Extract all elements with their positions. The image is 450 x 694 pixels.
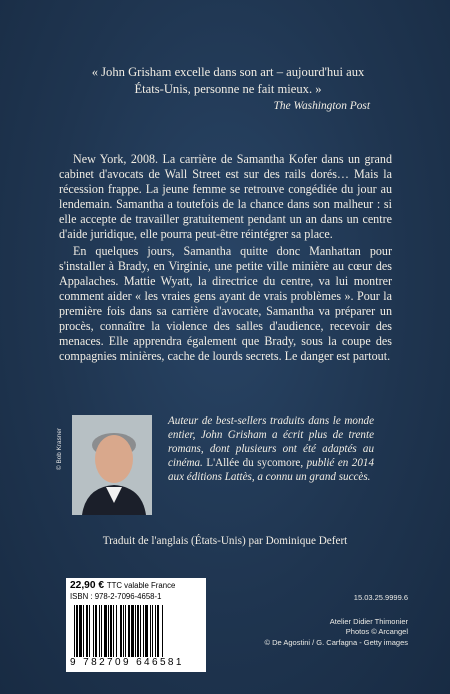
barcode-bar [108,605,109,657]
press-quote: « John Grisham excelle dans son art – aujourd'hui aux États-Unis, personne ne fait mieux. » [91,65,365,96]
barcode [72,605,200,657]
barcode-bar [86,605,88,657]
cover-credits [264,593,408,648]
barcode-bar [131,605,134,657]
synopsis [59,152,392,364]
barcode-bar [89,605,90,657]
barcode-bar [74,605,75,657]
barcode-bar [101,605,102,657]
synopsis-paragraph-1: New York, 2008. La carrière de Samantha Kofer dans un grand cabinet d'avocats de Wall Street est sur des rails dorés… Mais la récession frappe. La jeune femme se retrouve congédiée du jour au lendemain. Samantha a toutefois de la chance dans son malheur : si elle accepte de travailler gratuitement pendant un an dans un centre d'aide juridique, elle pourra peut-être réintégrer sa place. [59,152,392,242]
barcode-bar [99,605,100,657]
barcode-bar [93,605,94,657]
price-box [66,578,206,672]
barcode-bar [145,605,148,657]
barcode-bar [150,605,151,657]
synopsis-paragraph-2: En quelques jours, Samantha quitte donc Manhattan pour s'installer à Brady, en Virginie, une petite ville minière au cœur des Appalaches. Mattie Wyatt, la directrice du centre, va lui montrer comment aider « les vraies gens ayant de vrais problèmes ». Pour la première fois dans sa carrière d'avocate, Samantha va préparer un procès, connaître la violence des salles d'audience, recevoir des menaces. Elle apprendra également que Brady, sous la coupe des compagnies minières, cache de lourds secrets. Le danger est partout. [59,243,392,364]
barcode-bar [137,605,139,657]
barcode-bar [157,605,159,657]
barcode-bar [143,605,144,657]
barcode-bar [110,605,112,657]
barcode-bar [128,605,130,657]
book-title: L'Allée du sycomore [206,457,301,469]
barcode-bar [83,605,84,657]
barcode-bar [140,605,141,657]
barcode-bar [155,605,156,657]
price-line [70,580,175,591]
barcode-digits: 9 782709 646581 [70,657,184,668]
barcode-bar [76,605,78,657]
barcode-bar [125,605,126,657]
barcode-bar [116,605,117,657]
author-bio-text: Auteur de best-sellers traduits dans le monde entier, John Grisham a écrit plus de trente romans, dont plusieurs ont été adaptés au cinéma. [168,415,374,469]
translator-credit: Traduit de l'anglais (États-Unis) par Dominique Defert [102,535,348,547]
author-bio [168,414,374,484]
isbn: ISBN : 978-2-7096-4658-1 [70,592,162,601]
barcode-bar [95,605,97,657]
price: 22,90 € [70,580,104,591]
photo-credit: © Bob Krasner [56,427,63,470]
print-code: 15.03.25.9999.6 [353,593,408,602]
author-bio-text-end: , publié en 2014 aux éditions Lattès, a connu un grand succès. [168,457,374,483]
credit-line-1: Atelier Didier Thimonier [329,616,408,626]
barcode-bar [120,605,122,657]
barcode-bar [123,605,124,657]
credit-line-2: Photos © Arcangel [345,627,408,636]
barcode-bar [162,605,163,657]
price-note: TTC valable France [106,581,176,590]
quote-source: The Washington Post [273,100,370,112]
barcode-bar [113,605,114,657]
barcode-bar [152,605,153,657]
author-photo [72,415,152,515]
barcode-bar [135,605,136,657]
barcode-bar [104,605,107,657]
barcode-bar [79,605,82,657]
credit-line-3: © De Agostini / G. Carfagna - Getty images [264,637,408,647]
